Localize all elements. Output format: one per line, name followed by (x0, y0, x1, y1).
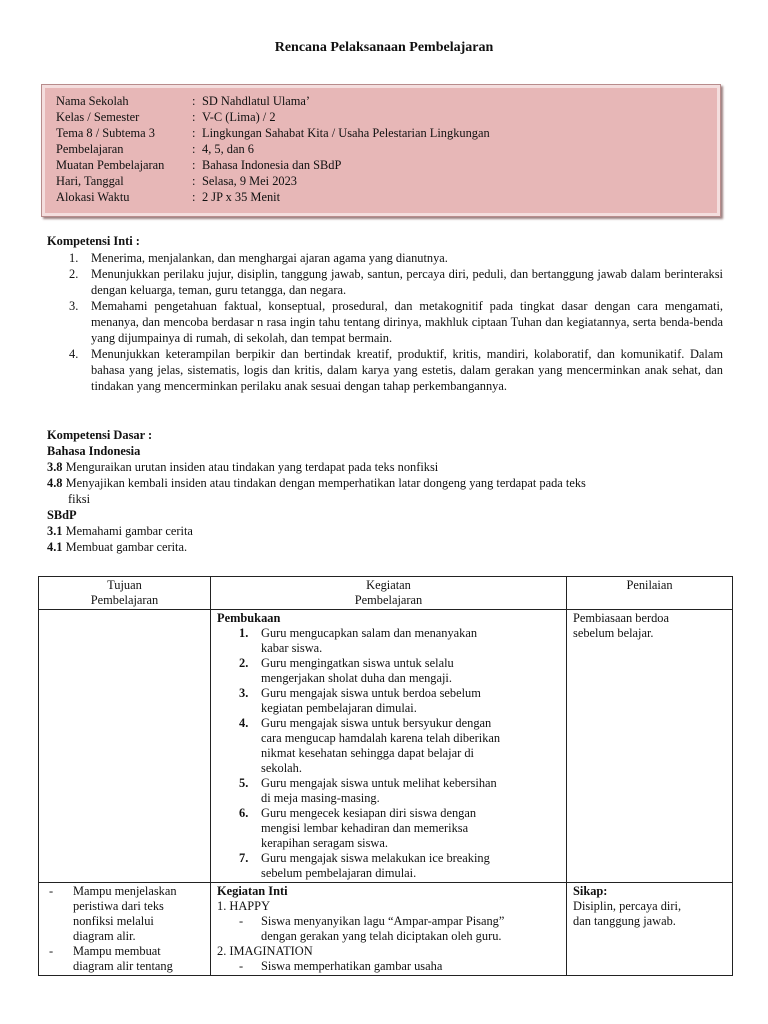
kd-section (47, 427, 717, 555)
identity-row: Nama Sekolah : SD Nahdlatul Ulama’ (56, 94, 311, 108)
kd-heading: Kompetensi Dasar : (47, 428, 153, 442)
identity-row: Tema 8 / Subtema 3 : Lingkungan Sahabat Kita / Usaha Pelestarian Lingkungan (56, 126, 490, 140)
kd-code: 4.1 (47, 540, 63, 554)
activity-heading: Pembukaan (217, 611, 281, 625)
objective-text: peristiwa dari teks (73, 899, 164, 913)
ki-item (47, 346, 723, 394)
identity-value: V-C (Lima) / 2 (202, 110, 276, 124)
step-number: 4. (239, 716, 249, 730)
header-line: Kegiatan (366, 578, 411, 592)
identity-value: Lingkungan Sahabat Kita / Usaha Pelestarian Lingkungan (202, 126, 490, 140)
identity-row: Hari, Tanggal : Selasa, 9 Mei 2023 (56, 174, 297, 188)
step-number: 2. (239, 656, 249, 670)
objective-text: Mampu membuat (73, 944, 161, 958)
identity-label: Hari, Tanggal (56, 174, 124, 188)
identity-value: 4, 5, dan 6 (202, 142, 254, 156)
identity-label: Nama Sekolah (56, 94, 129, 108)
assessment-text: Disiplin, percaya diri, (573, 899, 682, 913)
kd-text: Menyajikan kembali insiden atau tindakan dengan memperhatikan latar dongeng yang terdapat pada teks (65, 476, 586, 490)
lesson-plan-table (38, 576, 733, 976)
table-cell-penilaian (567, 883, 733, 976)
ki-item-text: gerakan yang mencerminkan anak sehat, dan tindakan yang mencerminkan perilaku anak sesuai dengan (91, 363, 724, 393)
table-header-kegiatan (211, 577, 567, 610)
bullet-text: Siswa menyanyikan lagu “Ampar-ampar Pisang” (261, 914, 505, 928)
table-cell-penilaian (567, 610, 733, 883)
ki-item-text: tahap perkembangannya. (383, 379, 507, 393)
table-row (39, 610, 733, 883)
kd-code: 3.8 (47, 460, 63, 474)
assessment-text: dan tanggung jawab. (573, 914, 676, 928)
objective-text: nonfiksi melalui (73, 914, 154, 928)
identity-row: Alokasi Waktu : 2 JP x 35 Menit (56, 190, 281, 204)
ki-item-number: 3. (69, 299, 79, 313)
table-cell-kegiatan (211, 883, 567, 976)
identity-value: 2 JP x 35 Menit (202, 190, 281, 204)
identity-row: Pembelajaran : 4, 5, dan 6 (56, 142, 254, 156)
ki-item-number: 2. (69, 267, 79, 281)
ki-item-number: 4. (69, 347, 79, 361)
assessment-text: Pembiasaan berdoa (573, 611, 669, 625)
ki-heading: Kompetensi Inti : (47, 234, 140, 248)
kd-item (47, 459, 717, 475)
activity-step (217, 626, 560, 656)
objective-item: - Mampu membuat diagram alir tentang (45, 944, 204, 974)
activity-step (217, 686, 560, 716)
step-text: mengisi lembar kehadiran dan memeriksa (261, 821, 469, 835)
ki-item-text: Memahami pengetahuan faktual, konseptual, prosedural, dan metakognitif pada tingkat dasar dengan (91, 299, 631, 313)
assessment-heading: Sikap: (573, 884, 608, 898)
table-header-row (39, 577, 733, 610)
step-text: Guru mengajak siswa untuk berdoa sebelum (261, 686, 481, 700)
objective-text: diagram alir tentang (73, 959, 173, 973)
kd-text: Menguraikan urutan insiden atau tindakan yang terdapat pada teks nonfiksi (65, 460, 439, 474)
ki-item-text: Menunjukkan keterampilan berpikir dan bertindak kreatif, produktif, kritis, mandiri, kolaboratif, dan (91, 347, 616, 361)
ki-item-text: komunikatif. Dalam bahasa yang jelas, sistematis, logis dan kritis, dalam karya yang estetis, dalam (91, 347, 723, 377)
objective-text: diagram alir. (73, 929, 136, 943)
activity-subheading: 1. HAPPY (217, 899, 271, 913)
ki-item-text: jawab dalam berinteraksi dengan keluarga, teman, guru tetangga, dan negara. (91, 267, 724, 297)
activity-subheading: 2. IMAGINATION (217, 944, 313, 958)
header-line: Tujuan (107, 578, 142, 592)
table-header-penilaian (567, 577, 733, 610)
table-cell-kegiatan (211, 610, 567, 883)
activity-step (217, 716, 560, 776)
identity-label: Muatan Pembelajaran (56, 158, 165, 172)
step-text: sebelum pembelajaran dimulai. (261, 866, 417, 880)
step-text: sekolah. (261, 761, 302, 775)
step-text: Guru mengingatkan siswa untuk selalu (261, 656, 454, 670)
table-cell-tujuan (39, 610, 211, 883)
identity-value: Selasa, 9 Mei 2023 (202, 174, 297, 188)
header-line: Penilaian (626, 578, 673, 592)
bullet-text: dengan gerakan yang telah diciptakan oleh guru. (261, 929, 502, 943)
kd-code: 4.8 (47, 476, 63, 490)
kd-code: 3.1 (47, 524, 63, 538)
step-text: kabar siswa. (261, 641, 323, 655)
table-row (39, 883, 733, 976)
ki-list (47, 250, 723, 394)
identity-label: Pembelajaran (56, 142, 124, 156)
step-text: di meja masing-masing. (261, 791, 380, 805)
kd-text: Membuat gambar cerita. (65, 540, 188, 554)
step-text: nikmat kesehatan sehingga dapat belajar di (261, 746, 474, 760)
activity-step (217, 656, 560, 686)
ki-item-number: 1. (69, 251, 79, 265)
step-number: 6. (239, 806, 249, 820)
kd-subject-heading: Bahasa Indonesia (47, 444, 141, 458)
identity-value: Bahasa Indonesia dan SBdP (202, 158, 342, 172)
activity-step (217, 851, 560, 881)
ki-item-text: Menerima, menjalankan, dan menghargai ajaran agama yang dianutnya. (91, 251, 448, 265)
header-line: Pembelajaran (90, 593, 159, 607)
kd-text: Memahami gambar cerita (65, 524, 193, 538)
kd-item (47, 523, 717, 539)
objective-text: Mampu menjelaskan (73, 884, 177, 898)
identity-box (41, 84, 721, 217)
step-number: 1. (239, 626, 249, 640)
ki-item (47, 298, 723, 346)
kd-item-continuation: fiksi (68, 492, 91, 506)
assessment-text: sebelum belajar. (573, 626, 654, 640)
step-text: Guru mengajak siswa melakukan ice breaking (261, 851, 490, 865)
ki-item-text: Menunjukkan perilaku jujur, disiplin, tanggung jawab, santun, percaya diri, peduli, dan bertanggung (91, 267, 594, 281)
step-text: Guru mengajak siswa untuk bersyukur dengan (261, 716, 492, 730)
bullet-text: Siswa memperhatikan gambar usaha (261, 959, 443, 973)
identity-value: SD Nahdlatul Ulama’ (202, 94, 311, 108)
kd-item (47, 539, 717, 555)
activity-heading: Kegiatan Inti (217, 884, 288, 898)
step-text: kerapihan seragam siswa. (261, 836, 388, 850)
activity-step (217, 806, 560, 851)
step-text: cara mengucap hamdalah karena telah diberikan (261, 731, 501, 745)
step-text: Guru mengecek kesiapan diri siswa dengan (261, 806, 477, 820)
activity-step (217, 776, 560, 806)
identity-label: Tema 8 / Subtema 3 (56, 126, 155, 140)
activity-bullet: - Siswa memperhatikan gambar usaha (217, 959, 560, 974)
step-text: Guru mengucapkan salam dan menanyakan (261, 626, 478, 640)
identity-label: Alokasi Waktu (56, 190, 130, 204)
ki-item-text: Tuhan dan kegiatannya, serta benda-benda yang dijumpainya di rumah, di sekolah, dan tempat bermain. (91, 315, 723, 345)
step-number: 3. (239, 686, 249, 700)
activity-bullet: - Siswa menyanyikan lagu “Ampar-ampar Pisang” dengan gerakan yang telah diciptakan oleh guru. (217, 914, 560, 944)
table-header-tujuan (39, 577, 211, 610)
ki-item-text: cara mengamati, menanya, dan mencoba berdasar n rasa ingin tahu tentang dirinya, makhluk ciptaan (91, 299, 724, 329)
ki-item (47, 250, 723, 266)
identity-row: Kelas / Semester : V-C (Lima) / 2 (56, 110, 276, 124)
step-text: kegiatan pembelajaran dimulai. (261, 701, 417, 715)
objective-item: - Mampu menjelaskan peristiwa dari teks nonfiksi melalui diagram alir. (45, 884, 204, 944)
step-text: mengerjakan sholat duha dan mengaji. (261, 671, 452, 685)
identity-row: Muatan Pembelajaran : Bahasa Indonesia dan SBdP (56, 158, 342, 172)
ki-item (47, 266, 723, 298)
header-line: Pembelajaran (354, 593, 423, 607)
step-text: Guru mengajak siswa untuk melihat kebersihan (261, 776, 497, 790)
kd-item (47, 475, 717, 491)
identity-label: Kelas / Semester (56, 110, 140, 124)
step-number: 5. (239, 776, 249, 790)
table-cell-tujuan (39, 883, 211, 976)
step-number: 7. (239, 851, 249, 865)
document-title: Rencana Pelaksanaan Pembelajaran (274, 40, 494, 55)
kd-subject-heading: SBdP (47, 508, 77, 522)
